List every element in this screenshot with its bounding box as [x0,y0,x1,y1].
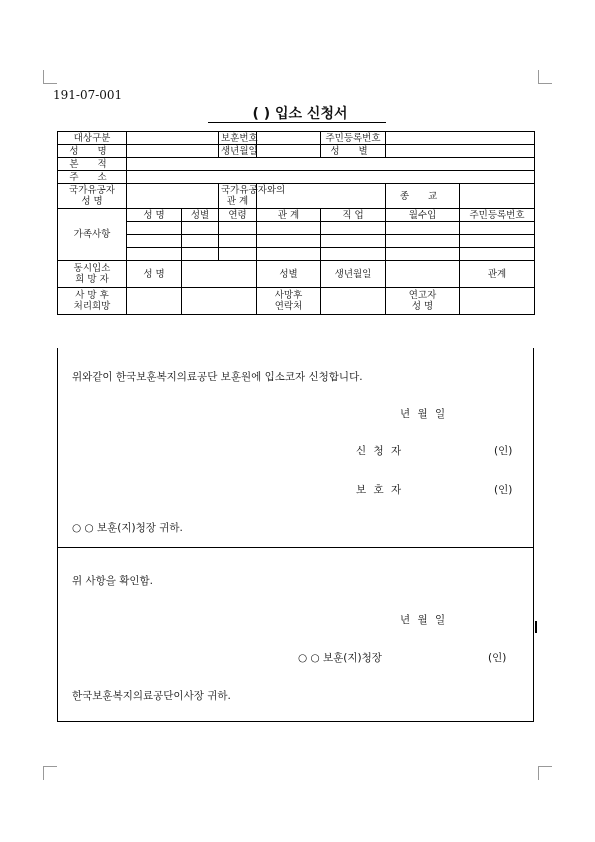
after-death-contact-field[interactable] [321,288,386,315]
table-row [58,248,535,261]
address-field[interactable] [127,171,535,184]
title-underline [208,122,386,123]
fam-cell[interactable] [219,235,257,248]
gender-label: 성 별 [321,145,386,158]
fam-header-age: 연령 [219,209,257,222]
death-label-line2: 처리희망 [73,301,111,312]
after-death-contact-line2: 연락처 [274,301,303,312]
classification-field[interactable] [127,132,219,145]
fam-cell[interactable] [219,248,257,261]
fam-cell[interactable] [182,248,219,261]
gender-field[interactable] [386,145,535,158]
table-row [58,209,535,222]
application-date: 년 월 일 [400,408,446,420]
crop-mark-top-right [538,70,553,84]
confirmation-addressee: 한국보훈복지의료공단이사장 귀하. [72,690,231,702]
cohab-birth-label: 생년월일 [321,261,386,288]
fam-cell[interactable] [321,222,386,235]
fam-cell[interactable] [460,222,535,235]
fam-cell[interactable] [386,235,460,248]
merit-name-field[interactable] [127,184,219,209]
table-row [58,235,535,248]
resident-no-field[interactable] [386,132,535,145]
fam-header-name: 성 명 [127,209,182,222]
fam-cell[interactable] [127,222,182,235]
protection-no-label: 보훈번호 [219,132,257,145]
fam-cell[interactable] [219,222,257,235]
address-label: 주 소 [58,171,127,184]
page-title: ( ) 입소 신청서 [252,106,348,122]
margin-mark [535,621,537,633]
application-statement-section [57,348,534,548]
cohab-label [58,261,127,288]
fam-cell[interactable] [182,235,219,248]
cohab-birth-field[interactable] [386,261,460,288]
official-seal: (인) [488,652,507,664]
fam-header-job: 직 업 [321,209,386,222]
guardian-seal: (인) [494,484,513,496]
fam-header-resident-no: 주민등록번호 [460,209,535,222]
applicant-seal: (인) [494,445,513,457]
fam-header-gender: 성별 [182,209,219,222]
kin-field[interactable] [460,288,535,315]
after-death-contact-label [257,288,321,315]
cohab-label-line1: 동시입소 [73,263,111,274]
fam-cell[interactable] [257,248,321,261]
table-row [58,261,535,288]
fam-header-income: 월수입 [386,209,460,222]
protection-no-field[interactable] [257,132,321,145]
fam-cell[interactable] [127,235,182,248]
kin-label-line2: 성 명 [411,301,434,312]
kin-label [386,288,460,315]
fam-cell[interactable] [257,222,321,235]
fam-cell[interactable] [321,235,386,248]
cohab-label-line2: 희 망 자 [75,274,109,285]
application-statement: 위와같이 한국보훈복지의료공단 보훈원에 입소코자 신청합니다. [72,371,363,383]
fam-cell[interactable] [182,222,219,235]
name-label: 성 명 [58,145,127,158]
classification-label: 대상구분 [58,132,127,145]
death-label [58,288,127,315]
cohab-gender-label: 성별 [257,261,321,288]
confirmation-section [57,548,534,722]
after-death-contact-line1: 사망후 [274,290,303,301]
table-row [58,158,535,171]
cohab-name-field[interactable] [182,261,257,288]
crop-mark-bottom-left [43,766,58,780]
fam-cell[interactable] [386,222,460,235]
name-field[interactable] [127,145,219,158]
domicile-label: 본 적 [58,158,127,171]
merit-name-label-line1: 국가유공자 [69,185,115,196]
birthdate-field[interactable] [257,145,321,158]
merit-relation-label-line1: 국가유공자와의 [221,185,286,196]
religion-field[interactable] [460,184,535,209]
merit-relation-label-line2: 관 계 [226,196,249,207]
domicile-field[interactable] [127,158,535,171]
table-row [58,222,535,235]
table-row [58,184,535,209]
table-row [58,288,535,315]
confirming-official: ○ ○ 보훈(지)청장 [298,652,382,664]
guardian-label: 보 호 자 [356,484,404,496]
crop-mark-top-left [43,70,58,84]
merit-name-label-line2: 성 명 [81,196,103,207]
birthdate-label: 생년월일 [219,145,257,158]
merit-relation-label [219,184,286,209]
table-row [58,171,535,184]
confirmation-statement: 위 사항을 확인함. [72,575,154,587]
cohab-name-label: 성 명 [127,261,182,288]
confirmation-date: 년 월 일 [400,614,446,626]
kin-label-line1: 연고자 [408,290,437,301]
applicant-label: 신 청 자 [356,445,404,457]
resident-no-label: 주민등록번호 [321,132,386,145]
fam-cell[interactable] [460,248,535,261]
religion-label: 종 교 [386,184,460,209]
application-addressee: ○ ○ 보훈(지)청장 귀하. [72,522,183,534]
fam-cell[interactable] [127,248,182,261]
crop-mark-bottom-right [538,766,553,780]
table-row [58,132,535,145]
family-label: 가족사항 [58,209,127,261]
fam-cell[interactable] [386,248,460,261]
fam-cell[interactable] [257,235,321,248]
merit-name-label [58,184,127,209]
death-label-line1: 사 망 후 [75,290,109,301]
table-row [58,145,535,158]
death-wish-field[interactable] [127,288,182,315]
fam-cell[interactable] [460,235,535,248]
fam-header-relation: 관 계 [257,209,321,222]
fam-cell[interactable] [321,248,386,261]
death-wish-field-2[interactable] [182,288,257,315]
cohab-relation-label: 관계 [460,261,535,288]
form-code: 191-07-001 [53,88,123,102]
application-table [57,131,535,315]
